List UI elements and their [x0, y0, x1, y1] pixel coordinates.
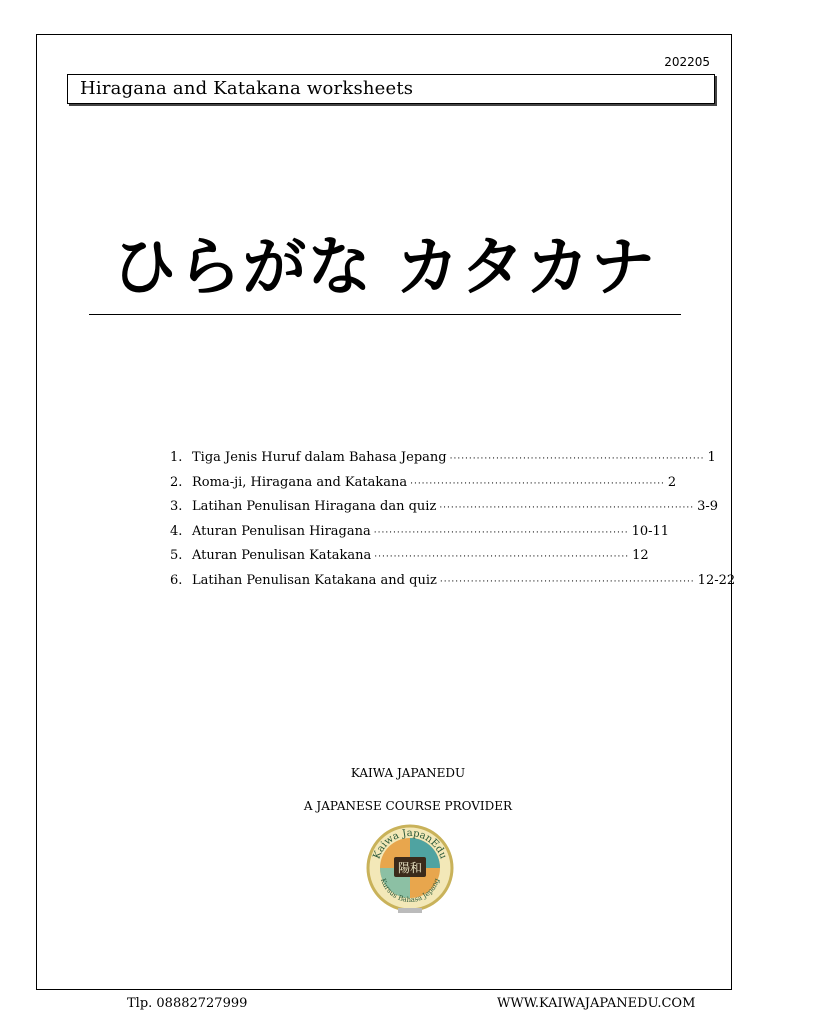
toc-leader-dots: ··································································	[374, 552, 630, 562]
toc-page: 1	[707, 450, 716, 465]
toc-page: 12-22	[697, 572, 736, 588]
provider-tagline: A JAPANESE COURSE PROVIDER	[303, 799, 513, 813]
toc-text: Roma-ji, Hiragana and Katakana	[192, 474, 408, 490]
document-code: 202205	[664, 55, 710, 69]
toc-number: 2.	[170, 474, 183, 490]
toc-item	[170, 523, 670, 549]
toc-page: 10-11	[631, 523, 670, 539]
toc-leader-dots: ··································································	[449, 454, 705, 464]
toc-item	[170, 548, 649, 573]
toc-item	[170, 450, 716, 475]
toc-text: Tiga Jenis Huruf dalam Bahasa Jepang	[192, 450, 447, 465]
toc-page: 3-9	[697, 499, 719, 514]
header-title-box	[67, 74, 715, 104]
toc-text: Latihan Penulisan Katakana and quiz	[192, 572, 437, 588]
toc-number: 3.	[170, 499, 183, 514]
kaiwa-logo	[360, 820, 460, 916]
footer-phone: Tlp. 08882727999	[127, 996, 248, 1011]
footer-website[interactable]: WWW.KAIWAJAPANEDU.COM	[497, 996, 696, 1011]
toc-text: Aturan Penulisan Hiragana	[192, 523, 371, 539]
toc-leader-dots: ··································································	[439, 503, 695, 513]
toc-number: 1.	[170, 450, 183, 465]
logo-ring-top: Kaiwa JapanEdu	[371, 827, 449, 861]
provider-name: KAIWA JAPANEDU	[350, 766, 466, 780]
toc-item	[170, 499, 719, 524]
toc-leader-dots: ··································································	[410, 478, 665, 489]
toc-leader-dots: ··································································	[439, 576, 695, 587]
main-title: ひらがな カタカナ	[112, 231, 656, 305]
toc-text: Latihan Penulisan Hiragana dan quiz	[192, 499, 437, 514]
title-underline	[89, 314, 681, 315]
toc-number: 6.	[170, 572, 183, 588]
table-of-contents	[170, 450, 736, 597]
header-title: Hiragana and Katakana worksheets	[80, 78, 414, 99]
logo-caption-bar	[398, 908, 422, 913]
toc-page: 12	[632, 548, 649, 563]
toc-page: 2	[667, 474, 677, 490]
toc-text: Aturan Penulisan Katakana	[192, 548, 372, 563]
toc-number: 4.	[170, 523, 183, 539]
toc-leader-dots: ··································································	[373, 527, 629, 538]
logo-center-text: 陽和	[397, 861, 423, 875]
logo-ring-bottom: Kursus Bahasa Jepang	[378, 877, 442, 905]
toc-item	[170, 474, 677, 500]
toc-item	[170, 572, 736, 598]
toc-number: 5.	[170, 548, 183, 563]
